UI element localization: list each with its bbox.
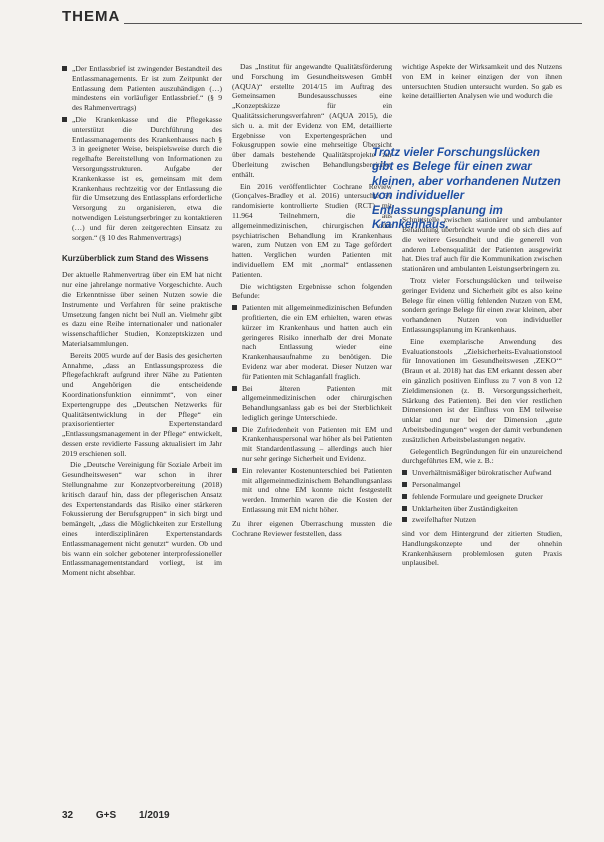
paragraph: Die „Deutsche Vereinigung für Soziale Arbeit im Gesundheitswesen“ war schon in ihrer Stellungnahme zur Konzeptvorbereitung (2018) kritisch darauf hin, dass der pflegerischen Ansatz des Expertenstandards das Risiko einer stärkeren Fokussierung der Berufsgruppen“ in sich birgt und bemängelt, „dass die Möglichkeiten zur Erstellung eines interdisziplinären Expertenstandards Entlassmanagement nicht genutzt“ wurden. Ob und bis wann ein solcher gebotener interprofessioneller Entlassmanagementstandard vorliegt, ist im Moment nicht absehbar.: [62, 460, 222, 578]
list-item: Bei älteren Patienten mit allgemeinmedizinischen oder chirurgischen Behandlungsanlass gab es bei der Sterblichkeit lediglich geringe Unterschiede.: [232, 384, 392, 423]
bullet-square-icon: [402, 470, 407, 475]
column-2: [232, 62, 392, 540]
paragraph: Gelegentlich Begründungen für ein unzureichend durchgeführtes EM, wie z. B.:: [402, 446, 562, 466]
page-footer: [62, 810, 190, 821]
bullet-square-icon: [232, 427, 237, 432]
bullet-square-icon: [232, 468, 237, 473]
paragraph: Der aktuelle Rahmenvertrag über ein EM hat nicht nur eine jahrelange normative Vorgeschichte. Auch die Erkenntnisse über seinen Nutzen sowie die Instrumente und Verfahren für seine praktische Umsetzung fangen nicht bei Null an. Vielmehr gibt es dazu eine Reihe internationaler und nationaler wissenschaftlicher Studien, Konzeptskizzen und Materialsammlungen.: [62, 270, 222, 348]
bullet-square-icon: [232, 386, 237, 391]
paragraph: Ein 2016 veröffentlichter Cochrane Review (Gonçalves-Bradley et al. 2016) untersuchte 30 randomisierte kontrollierte Studien (RCT) mit 11.964 Teilnehmern, die aus allgemeinmedizinischen, chirurgischen oder psychiatrischen Behandlung im Krankenhaus waren, zum Nutzen von EM zu Tage gefördert hatten. Verglichen wurden Patienten mit individuellem EM mit „normal“ entlassenen Patienten.: [232, 181, 392, 279]
paragraph: Bereits 2005 wurde auf der Basis des gesicherten Annahme, „dass an Entlassungsprozess die Pflegefachkraft aufgrund ihrer Nähe zu Patienten und Angehörigen die entscheidende Koordinationsfunktion einnimmt“, von einer Expertengruppe des „Deutschen Netzwerks für Qualitätsentwicklung in der Pflege“ ein praxisorientierter Expertenstandard „Entlassungsmanagement in der Pflege“ entwickelt, dessen erste revidierte Fassung aktualisiert im Jahr 2019 erschienen soll.: [62, 350, 222, 458]
column-1: [62, 62, 222, 580]
paragraph: sind vor dem Hintergrund der zitierten Studien, Handlungskonzepte und der ohnehin Krankenhäusern problemlosen guten Praxis unplausibel.: [402, 529, 562, 568]
paragraph: wichtige Aspekte der Wirksamkeit und des Nutzens von EM in keiner einzigen der von ihnen untersuchten Studien untersucht wurden. So gab es keine detaillierten Analysen wie und wodurch die: [402, 62, 562, 101]
paragraph: Trotz vieler Forschungslücken und teilweise geringer Evidenz und Sicherheit gibt es also keine Belege für einen völlig fehlenden Nutzen von EM, sondern geringe Belege für einen zwar kleinen, aber vorhandenen Nutzen von individueller Entlassungsplanung im Krankenhaus.: [402, 275, 562, 334]
list-item: zweifelhafter Nutzen: [402, 515, 562, 525]
list-item: „Die Krankenkasse und die Pflegekasse unterstützt die Durchführung des Entlassmanagements des Krankenhauses nach § 3 in geeigneter Weise, beispielsweise durch die regelhafte Bereitstellung von Informationen zu Versorgungsstrukturen. Aufgabe der Krankenkasse ist es, gemeinsam mit dem Krankenhaus rechtzeitig vor der Entlassung die für die Umsetzung des Entlassplans erforderliche Versorgung zu organisieren, etwa die notwendigen Leistungserbringer zu kontaktieren (…) und für deren zeitgerechten Einsatz zu sorgen.“ (§ 10 des Rahmenvertrags): [62, 115, 222, 242]
list-item: Unklarheiten über Zuständigkeiten: [402, 504, 562, 514]
section-heading: Kurzüberblick zum Stand des Wissens: [62, 254, 209, 264]
list-item: „Der Entlassbrief ist zwingender Bestandteil des Entlassmanagements. Er ist zum Zeitpunkt der Entlassung dem Patienten auszuhändigen (…) mindestens ein vorläufiger Entlassbrief.“ (§ 9 des Rahmenvertrags): [62, 64, 222, 113]
reasons-list: [402, 468, 562, 525]
list-item: Unverhältnismäßiger bürokratischer Aufwand: [402, 468, 562, 478]
list-item: fehlende Formulare und geeignete Drucker: [402, 492, 562, 502]
list-item: Personalmangel: [402, 480, 562, 490]
findings-list: [232, 303, 392, 515]
bullet-square-icon: [402, 517, 407, 522]
header-rule: [124, 23, 582, 24]
list-item: Patienten mit allgemeinmedizinischen Befunden profitierten, die ein EM erhielten, waren etwas kürzer im Krankenhaus und hatten auch ein geringeres Risiko innerhalb der drei Monate nach Entlassung wieder eine Krankenhausaufnahme zu benötigen. Die Evidenz war aber moderat. Dieser Nutzen war für Patienten mit Schlaganfall fraglich.: [232, 303, 392, 381]
paragraph: Zu ihrer eigenen Überraschung mussten die Cochrane Reviewer feststellen, dass: [232, 518, 392, 538]
issue-number: 1/2019: [138, 810, 170, 821]
journal-name: G+S: [95, 810, 117, 821]
column-3: [402, 62, 562, 570]
list-item: Die Zufriedenheit von Patienten mit EM und Krankenhauspersonal war höher als bei Patienten mit Standardentlassung – allerdings auch hier nur sehr geringe Sicherheit und Evidenz.: [232, 425, 392, 464]
paragraph: Die wichtigsten Ergebnisse schon folgenden Befunde:: [232, 281, 392, 301]
bullet-square-icon: [62, 117, 67, 122]
bullet-square-icon: [402, 506, 407, 511]
paragraph: Eine exemplarische Anwendung des Evaluationstools „Zielsicherheits-Evaluationstool für Innovationen im Gesundheitswesen ‚ZEKO‘“ (Braun et al. 2018) hat das EM erkannt dessen aber ein gänzlich positiven Einfluss zu 7 von 8 von 12 Zieldimensionen (z. B. Versorgungssicherheit, Stärkung des Patienten). Bei den vier restlichen Dimensionen ist der Einfluss von EM teilweise unklar und nur bei der Dimension „gute Arbeitsbedingungen“ wegen der damit verbundenen zusätzlichen Arbeitsbelastungen negativ.: [402, 336, 562, 444]
paragraph: Das „Institut für angewandte Qualitätsförderung und Forschung im Gesundheitswesen GmbH (AQUA)“ erstellte 2014/15 im Auftrag des Gemeinsamen Bundesausschusses eine „Konzeptskizze für ein Qualitätssicherungsverfahren“ (AQUA 2015), die sich u. a. mit der Evidenz von EM, detaillierte Ergebnisse von Expertengesprächen und Fokusgruppen sowie eine mehrseitige Übersicht über damals bestehende Qualitätsprojekte zur Überleitung zwischen Behandlungsbereichen enthält.: [232, 62, 392, 179]
pull-quote: Trotz vieler Forschungslücken gibt es Belege für einen zwar kleinen, aber vorhandenen Nutzen von individueller Entlassungsplanung im Krankenhaus.: [372, 146, 561, 232]
list-item: Ein relevanter Kostenunterschied bei Patienten mit allgemeinmedizinischem Behandlungsanlass mit und ohne EM konnte nicht festgestellt werden. Immerhin waren die die Kosten der Entlassung mit EM nicht höher.: [232, 466, 392, 515]
bullet-square-icon: [62, 66, 67, 71]
bullet-square-icon: [402, 482, 407, 487]
paragraph: Schnittstelle zwischen stationärer und ambulanter Behandlung überbrückt wurde und ob sich dies auf die weitere Gesundheit und die generell von anderen Lebensqualität der Patienten ausgewirkt hat. Dies traf auch für die Kommunikation zwischen stationären und ambulanten Leistungserbringern zu.: [402, 215, 562, 274]
page-header: [62, 8, 582, 34]
bullet-square-icon: [232, 305, 237, 310]
quote-list: [62, 64, 222, 242]
bullet-square-icon: [402, 494, 407, 499]
section-label: THEMA: [62, 8, 121, 25]
page-number: 32: [62, 810, 74, 821]
